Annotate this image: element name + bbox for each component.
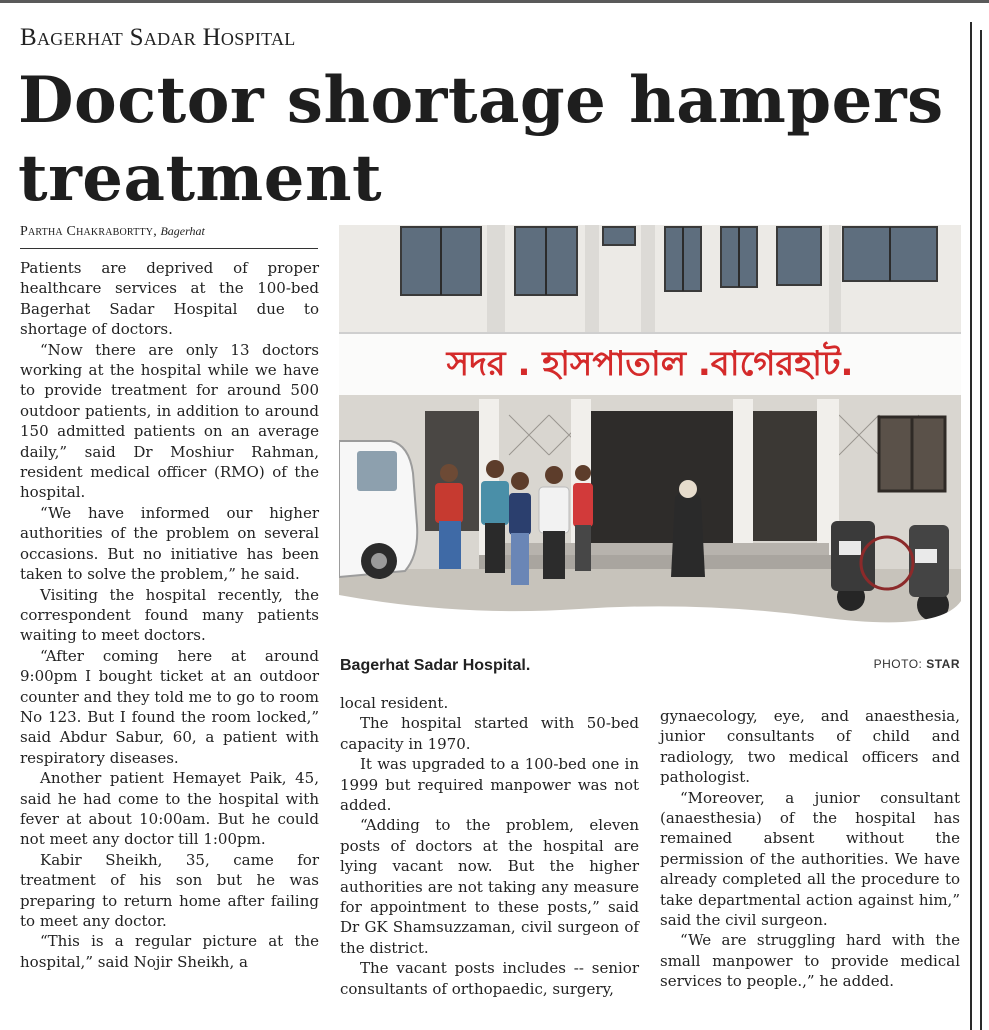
paragraph: “Now there are only 13 doctors working at the hospital while we have to provide treatment for around 500 outdoor patients, in addition to around 150 admitted patients on an average daily,” said Dr Moshiur Rahman, resident medical officer (RMO) of the hospital. (20, 340, 319, 502)
paragraph: Patients are deprived of proper healthcare services at the 100-bed Bagerhat Sadar Hospital due to shortage of doctors. (20, 259, 319, 339)
article-column-1 (20, 258, 319, 972)
top-rule (0, 0, 989, 3)
paragraph: gynaecology, eye, and anaesthesia, junior consultants of child and radiology, two medical officers and pathologist. (660, 707, 960, 787)
paragraph: “We are struggling hard with the small manpower to provide medical services to people.,” he added. (660, 931, 960, 991)
article-column-2 (340, 693, 639, 999)
paragraph: It was upgraded to a 100-bed one in 1999 but required manpower was not added. (340, 755, 639, 815)
paragraph: “We have informed our higher authorities of the problem on several occasions. But no initiative has been taken to solve the problem,” he said. (20, 503, 319, 584)
photo-caption: Bagerhat Sadar Hospital. (340, 657, 531, 674)
byline (20, 224, 205, 240)
column-divider-rule (970, 22, 972, 1030)
paragraph: Kabir Sheikh, 35, came for treatment of his son but he was preparing to return home after failing to meet any doctor. (20, 850, 319, 930)
hospital-sign-text: সদর . হাসপাতাল .বাগেরহাট. (446, 344, 854, 384)
paragraph: “After coming here at around 9:00pm I bought ticket at an outdoor counter and they told me to go to room No 123. But I found the room locked,” said Abdur Sabur, 60, a patient with respiratory diseases. (20, 646, 319, 767)
paragraph: “Adding to the problem, eleven posts of doctors at the hospital are lying vacant now. But the higher authorities are not taking any measure for appointment to these posts,” said Dr GK Shamsuzzaman, civil surgeon of the district. (340, 816, 639, 957)
column-divider-rule (980, 30, 982, 1030)
photo-credit (874, 657, 960, 671)
paragraph: Visiting the hospital recently, the correspondent found many patients waiting to meet doctors. (20, 585, 319, 645)
byline-rule (20, 248, 318, 249)
byline-place: Bagerhat (160, 224, 205, 238)
headline: Doctor shortage hampers treatment (18, 63, 944, 216)
paragraph: The vacant posts includes -- senior consultants of orthopaedic, surgery, (340, 959, 639, 998)
paragraph: The hospital started with 50-bed capacity in 1970. (340, 714, 639, 753)
photo-credit-source: STAR (926, 657, 960, 671)
byline-author: Partha Chakrabortty, (20, 224, 157, 239)
paragraph: local resident. (340, 694, 449, 712)
photo-credit-label: PHOTO: (873, 657, 927, 671)
article-column-3 (660, 706, 960, 992)
hospital-photo (339, 225, 961, 642)
section-kicker: Bagerhat Sadar Hospital (20, 24, 296, 51)
paragraph: Another patient Hemayet Paik, 45, said he had come to the hospital with fever at about 10:00am. But he could not meet any doctor till 1:00pm. (20, 769, 319, 849)
paragraph: “Moreover, a junior consultant (anaesthesia) of the hospital has remained absent without the permission of the authorities. We have already completed all the procedure to take departmental action against him,” said the civil surgeon. (660, 788, 960, 930)
paragraph: “This is a regular picture at the hospital,” said Nojir Sheikh, a (20, 932, 319, 971)
